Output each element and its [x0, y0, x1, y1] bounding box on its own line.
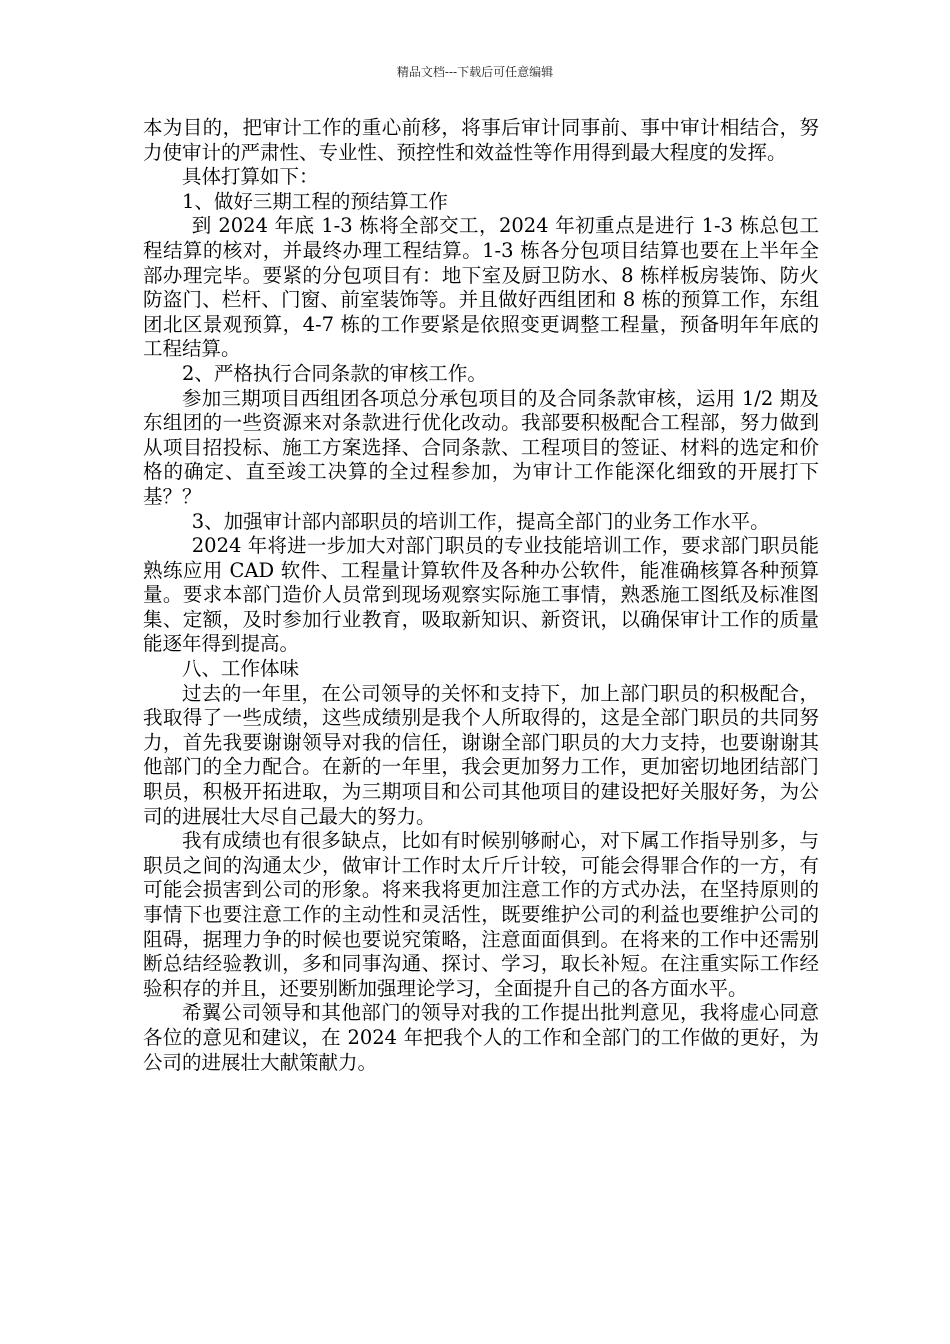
paragraph: 希翼公司领导和其他部门的领导对我的工作提出批判意见，我将虚心同意各位的意见和建议，在 2024 年把我个人的工作和全部门的工作做的更好，为公司的进展壮大献策献力。: [143, 1001, 819, 1074]
paragraph: 2024 年将进一步加大对部门职员的专业技能培训工作，要求部门职员能熟练应用 CAD 软件、工程量计算软件及各种办公软件，能准确核算各种预算量。要求本部门造价人员常到现场观察实际施工事情，熟悉施工图纸及标准图集、定额，及时参加行业教育，吸取新知识、新资讯，以确保审计工作的质量能逐年得到提高。: [143, 534, 819, 656]
paragraph: 本为目的，把审计工作的重心前移，将事后审计同事前、事中审计相结合，努力使审计的严肃性、专业性、预控性和效益性等作用得到最大程度的发挥。: [143, 116, 819, 164]
paragraph: 参加三期项目西组团各项总分承包项目的及合同条款审核，运用 1/2 期及东组团的一些资源来对条款进行优化改动。我部要积极配合工程部，努力做到从项目招投标、施工方案选择、合同条款、工程项目的签证、材料的选定和价格的确定、直至竣工决算的全过程参加，为审计工作能深化细致的开展打下基？？: [143, 386, 819, 508]
section-heading: 3、加强审计部内部职员的培训工作，提高全部门的业务工作水平。: [191, 509, 770, 533]
paragraph: 过去的一年里，在公司领导的关怀和支持下，加上部门职员的积极配合，我取得了一些成绩，这些成绩别是我个人所取得的，这是全部门职员的共同努力，首先我要谢谢领导对我的信任，谢谢全部门职员的大力支持，也要谢谢其他部门的全力配合。在新的一年里，我会更加努力工作，更加密切地团结部门职员，积极开拓进取，为三期项目和公司其他项目的建设把好关服好务，为公司的进展壮大尽自己最大的努力。: [143, 681, 819, 828]
page-header: 精品文档---下载后可任意编辑: [396, 65, 554, 79]
paragraph: 我有成绩也有很多缺点，比如有时候别够耐心，对下属工作指导别多，与职员之间的沟通太少，做审计工作时太斤斤计较，可能会得罪合作的一方，有可能会损害到公司的形象。将来我将更加注意工作的方式办法，在坚持原则的事情下也要注意工作的主动性和灵活性，既要维护公司的利益也要维护公司的阻碍，据理力争的时候也要说究策略，注意面面俱到。在将来的工作中还需别断总结经验教训，多和同事沟通、探讨、学习，取长补短。在注重实际工作经验积存的并且，还要别断加强理论学习，全面提升自己的各方面水平。: [143, 829, 819, 1000]
document-body: [143, 116, 819, 1075]
section-heading: 2、严格执行合同条款的审核工作。: [182, 361, 487, 385]
paragraph: 到 2024 年底 1-3 栋将全部交工，2024 年初重点是进行 1-3 栋总包工程结算的核对，并最终办理工程结算。1-3 栋各分包项目结算也要在上半年全部办理完毕。要紧的分包项目有：地下室及厨卫防水、8 栋样板房装饰、防火防盗门、栏杆、门窗、前室装饰等。并且做好西组团和 8 栋的预算工作，东组团北区景观预算，4-7 栋的工作要紧是依照变更调整工程量，预备明年年底的工程结算。: [143, 214, 819, 361]
section-heading: 1、做好三期工程的预结算工作: [182, 189, 448, 213]
paragraph: 具体打算如下：: [182, 165, 319, 189]
section-heading: 八、工作体味: [182, 657, 300, 681]
